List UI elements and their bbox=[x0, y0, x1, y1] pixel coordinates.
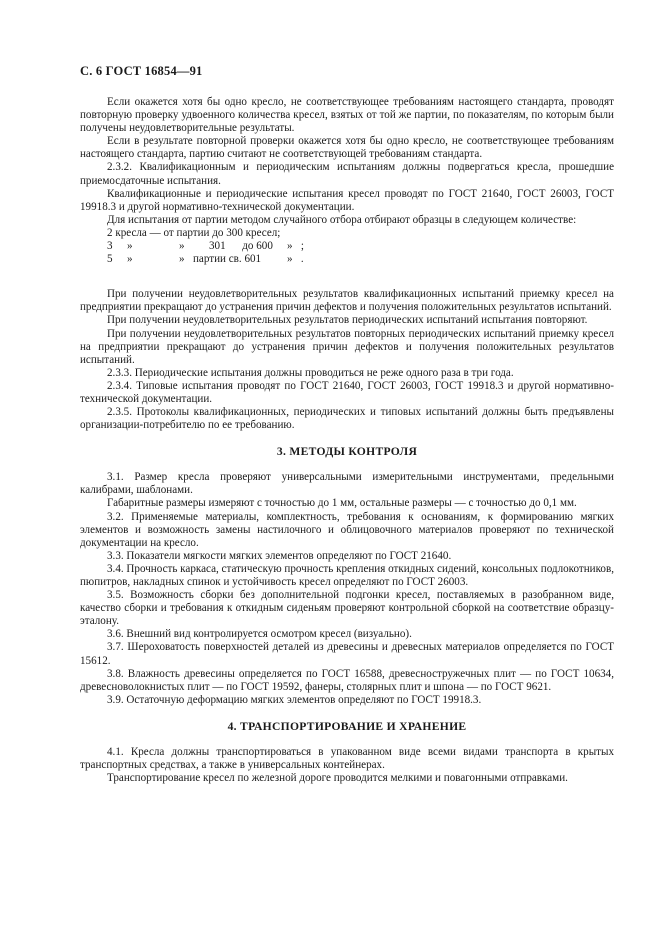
paragraph: Если в результате повторной проверки окажется хотя бы одно кресло, не соответствующее требованиям настоящего стандарта, партию считают не соответствующей требованиям стандарта. bbox=[80, 135, 614, 161]
paragraph: 3.8. Влажность древесины определяется по ГОСТ 16588, древесностружечных плит — по ГОСТ 10634, древесноволокнистых плит — по ГОСТ 19592, фанеры, столярных плит и шпона — по ГОСТ 9621. bbox=[80, 667, 614, 693]
paragraph: При получении неудовлетворительных результатов квалификационных испытаний приемку кресел на предприятии прекращают до устранения причин дефектов и получения положительных результатов испытаний. bbox=[80, 288, 614, 314]
quantity-row: 5 » » партии св. 601 » . bbox=[107, 253, 304, 266]
paragraph: 2.3.2. Квалификационным и периодическим испытаниям должны подвергаться кресла, прошедшие приемосдаточные испытания. bbox=[80, 161, 614, 187]
paragraph: 3.4. Прочность каркаса, статическую прочность крепления откидных сидений, консольных подлокотников, пюпитров, накладных спинок и устойчивость кресел определяют по ГОСТ 26003. bbox=[80, 562, 614, 588]
paragraph: 3.3. Показатели мягкости мягких элементов определяют по ГОСТ 21640. bbox=[107, 549, 452, 562]
paragraph: 3.7. Шероховатость поверхностей деталей из древесины и древесных материалов определяется по ГОСТ 15612. bbox=[80, 641, 614, 667]
paragraph: 3.6. Внешний вид контролируется осмотром кресел (визуально). bbox=[107, 628, 412, 641]
paragraph: 2.3.5. Протоколы квалификационных, периодических и типовых испытаний должны быть предъявлены организации-потребителю по ее требованию. bbox=[80, 406, 614, 432]
paragraph: 3.9. Остаточную деформацию мягких элементов определяют по ГОСТ 19918.3. bbox=[107, 693, 482, 706]
paragraph: 2.3.3. Периодические испытания должны проводиться не реже одного раза в три года. bbox=[107, 366, 514, 379]
paragraph: 3.1. Размер кресла проверяют универсальными измерительными инструментами, предельными калибрами, шаблонами. bbox=[80, 471, 614, 497]
quantity-row: 2 кресла — от партии до 300 кресел; bbox=[107, 226, 281, 239]
paragraph: Для испытания от партии методом случайного отбора отбирают образцы в следующем количестве: bbox=[107, 213, 577, 226]
paragraph: Если окажется хотя бы одно кресло, не соответствующее требованиям настоящего стандарта, проводят повторную проверку удвоенного количества кресел, взятых от той же партии, по показателям, по которым были получены неудовлетворительные результаты. bbox=[80, 96, 614, 135]
paragraph: Габаритные размеры измеряют с точностью до 1 мм, остальные размеры — с точностью до 0,1 мм. bbox=[107, 497, 577, 510]
section-heading: 3. МЕТОДЫ КОНТРОЛЯ bbox=[276, 445, 418, 459]
paragraph: 4.1. Кресла должны транспортироваться в упакованном виде всеми видами транспорта в крытых транспортных средствах, а также в универсальных контейнерах. bbox=[80, 745, 614, 772]
paragraph: 3.5. Возможность сборки без дополнительной подгонки кресел, поставляемых в разобранном виде, качество сборки и требования к откидным сиденьям проверяют контрольной сборкой на соответствие образцу-эталону. bbox=[80, 589, 614, 628]
paragraph: При получении неудовлетворительных результатов периодических испытаний испытания повторяют. bbox=[107, 314, 588, 327]
sample-quantity-list bbox=[107, 227, 614, 266]
section-heading: 4. ТРАНСПОРТИРОВАНИЕ И ХРАНЕНИЕ bbox=[227, 719, 467, 733]
paragraph: При получении неудовлетворительных результатов повторных периодических испытаний приемку кресел на предприятии прекращают до устранения причин дефектов и получения положительных результатов испытаний. bbox=[80, 327, 614, 366]
paragraph: Квалификационные и периодические испытания кресел проводят по ГОСТ 21640, ГОСТ 26003, ГОСТ 19918.3 и другой нормативно-технической документации. bbox=[80, 187, 614, 213]
quantity-row: 3 » » 301 до 600 » ; bbox=[107, 240, 304, 253]
document-body bbox=[80, 96, 614, 785]
paragraph: Транспортирование кресел по железной дороге проводится мелкими и повагонными отправками. bbox=[107, 772, 568, 785]
paragraph: 2.3.4. Типовые испытания проводят по ГОСТ 21640, ГОСТ 26003, ГОСТ 19918.3 и другой нормативно-технической документации. bbox=[80, 379, 614, 405]
page-header: С. 6 ГОСТ 16854—91 bbox=[80, 64, 203, 78]
paragraph: 3.2. Применяемые материалы, комплектность, требования к основаниям, к формированию мягких элементов и возможность замены настилочного и облицовочного материалов проверяют по технической документации на кресло. bbox=[80, 510, 614, 549]
